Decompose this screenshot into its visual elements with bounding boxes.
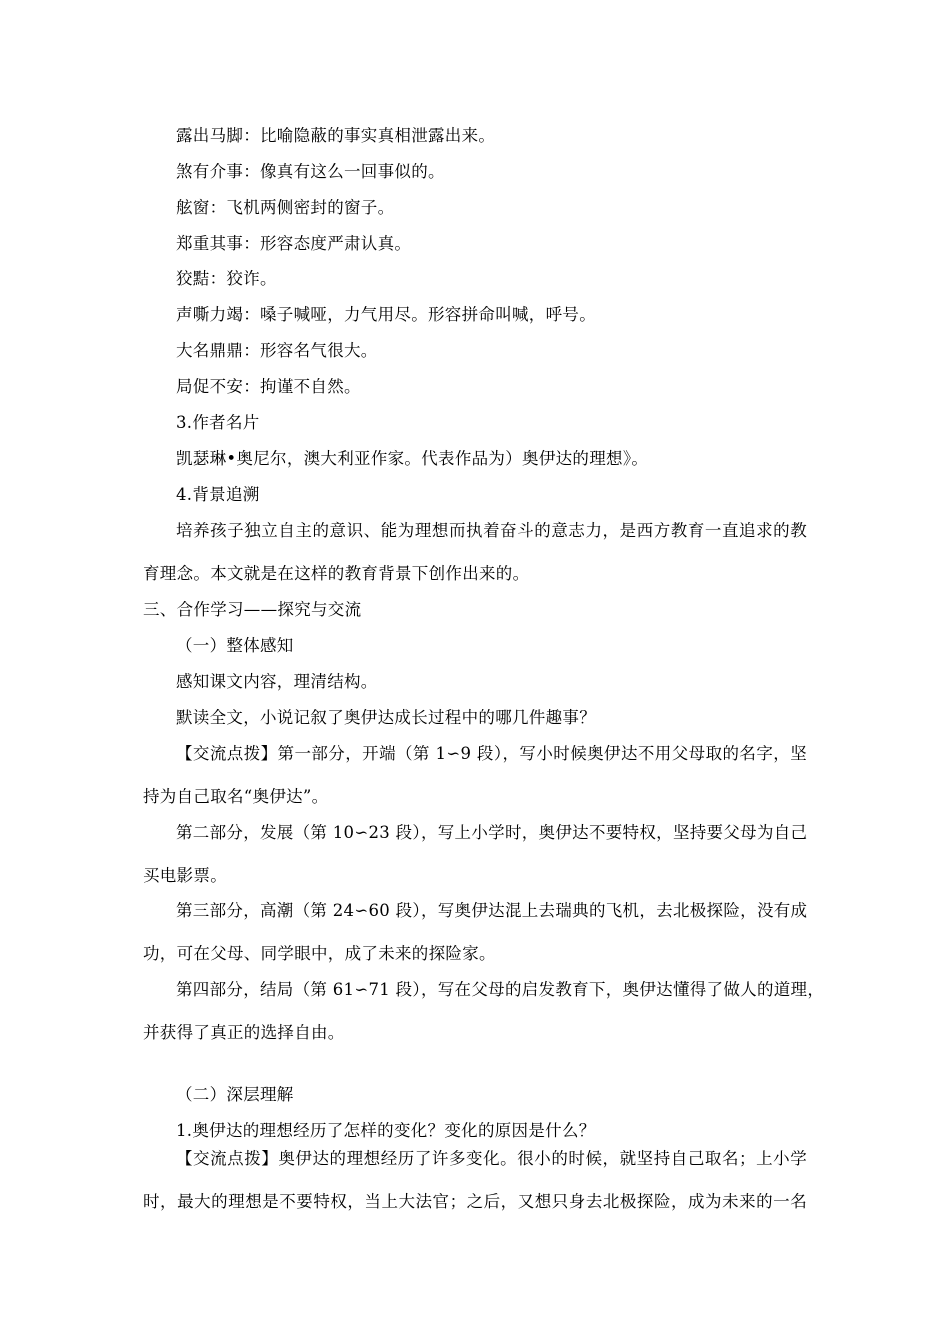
answer-line: 【交流点拨】第一部分，开端（第 1∽9 段），写小时候奥伊达不用父母取的名字，坚 [176,744,807,763]
author-text: 凯瑟琳•奥尼尔，澳大利亚作家。代表作品为）奥伊达的理想》。 [176,449,649,468]
question: 1.奥伊达的理想经历了怎样的变化？变化的原因是什么？ [176,1121,596,1140]
paragraph: 感知课文内容，理清结构。 [176,672,378,691]
answer-line: 时，最大的理想是不要特权，当上大法官；之后，又想只身去北极探险，成为未来的一名 [143,1192,807,1211]
vocab-item: 局促不安：拘谨不自然。 [176,377,361,396]
vocab-item: 声嘶力竭：嗓子喊哑，力气用尽。形容拼命叫喊，呼号。 [176,305,596,324]
answer-line: 第二部分，发展（第 10∽23 段），写上小学时，奥伊达不要特权，坚持要父母为自己 [176,823,808,842]
vocab-item: 郑重其事：形容态度严肃认真。 [176,234,412,253]
answer-line: 持为自己取名“奥伊达”。 [143,787,329,806]
vocab-item: 大名鼎鼎：形容名气很大。 [176,341,378,360]
vocab-item: 露出马脚：比喻隐蔽的事实真相泄露出来。 [176,126,496,145]
answer-line: 第四部分，结局（第 61∽71 段），写在父母的启发教育下，奥伊达懂得了做人的道理， [176,980,825,999]
background-heading: 4.背景追溯 [176,485,260,504]
background-line: 培养孩子独立自主的意识、能为理想而执着奋斗的意志力，是西方教育一直追求的教 [176,521,807,540]
answer-line: 功，可在父母、同学眼中，成了未来的探险家。 [143,944,496,963]
background-line: 育理念。本文就是在这样的教育背景下创作出来的。 [143,564,530,583]
question: 默读全文，小说记叙了奥伊达成长过程中的哪几件趣事？ [176,708,596,727]
subsection-heading: （二）深层理解 [176,1085,294,1104]
answer-line: 并获得了真正的选择自由。 [143,1023,345,1042]
vocab-item: 煞有介事：像真有这么一回事似的。 [176,162,445,181]
answer-line: 买电影票。 [143,866,227,885]
subsection-heading: （一）整体感知 [176,636,294,655]
answer-line: 【交流点拨】奥伊达的理想经历了许多变化。很小的时候，就坚持自己取名；上小学 [176,1149,807,1168]
author-heading: 3.作者名片 [176,413,260,432]
vocab-item: 狡黠：狡诈。 [176,269,277,288]
vocab-item: 舷窗：飞机两侧密封的窗子。 [176,198,395,217]
answer-line: 第三部分，高潮（第 24∽60 段），写奥伊达混上去瑞典的飞机，去北极探险，没有成 [176,901,808,920]
section-heading: 三、合作学习——探究与交流 [143,600,362,619]
